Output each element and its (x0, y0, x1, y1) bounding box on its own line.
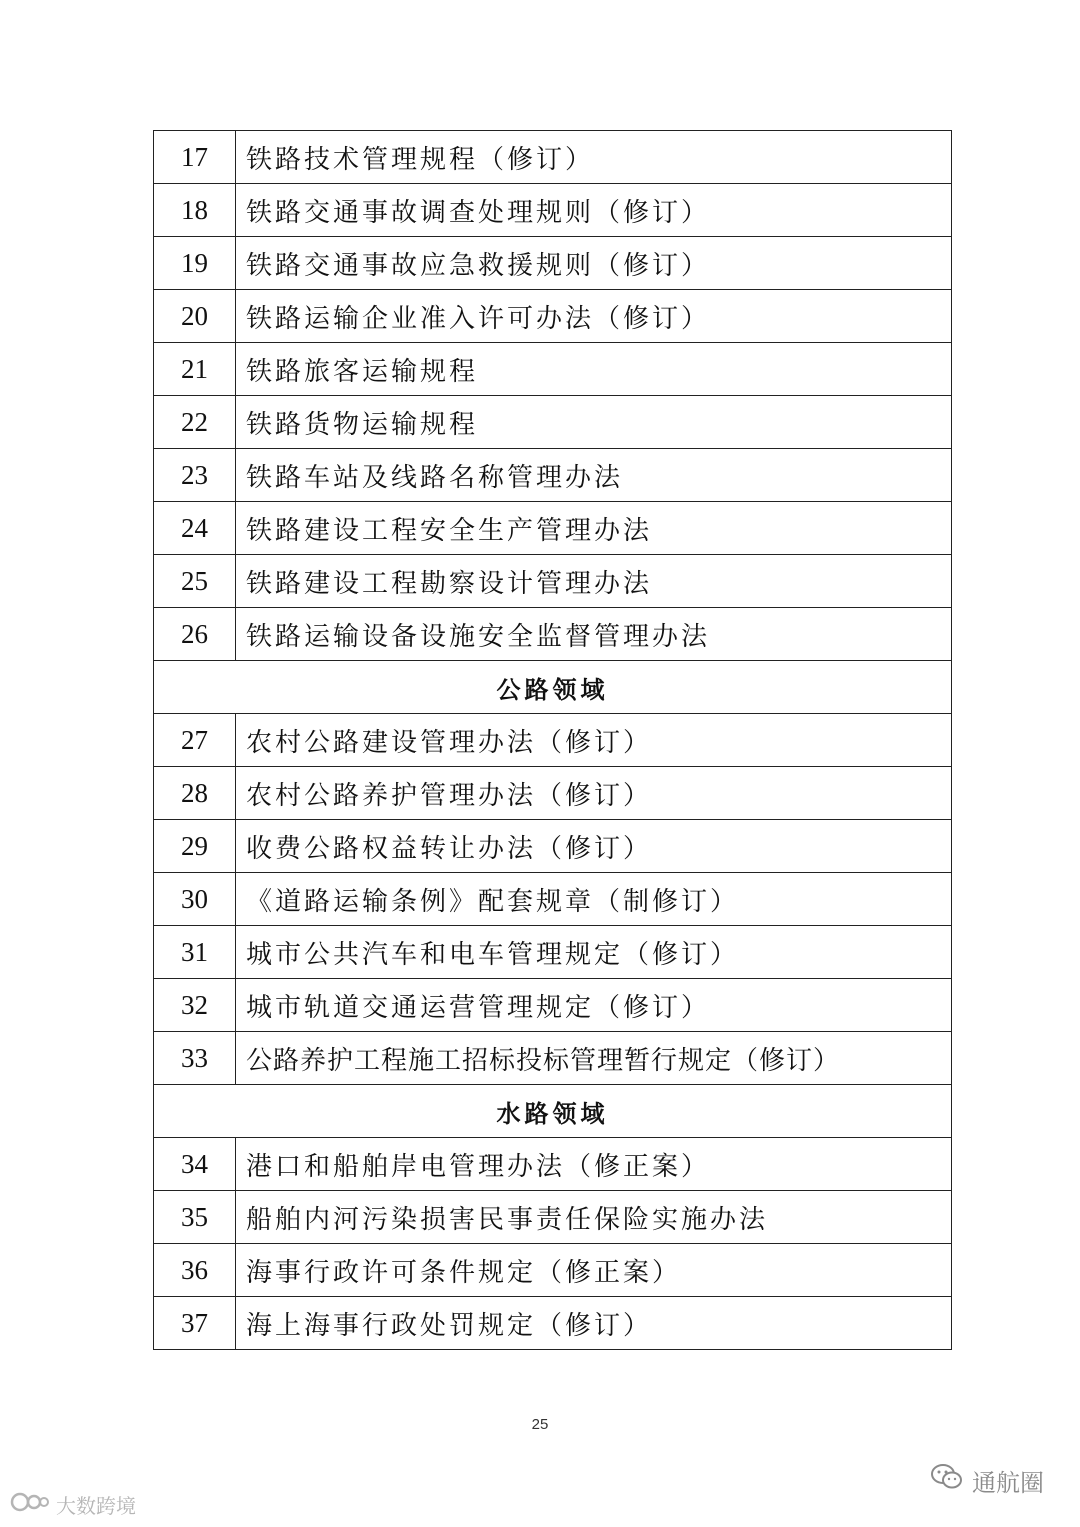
table-row (154, 184, 952, 237)
table-row (154, 608, 952, 661)
row-number: 32 (154, 979, 236, 1032)
regulation-title: 海上海事行政处罚规定（修订） (236, 1297, 952, 1350)
wechat-icon (930, 1462, 964, 1498)
table-row (154, 926, 952, 979)
row-number: 37 (154, 1297, 236, 1350)
regulation-title: 农村公路养护管理办法（修订） (236, 767, 952, 820)
regulation-title: 铁路建设工程安全生产管理办法 (236, 502, 952, 555)
table-row (154, 714, 952, 767)
regulation-title: 港口和船舶岸电管理办法（修正案） (236, 1138, 952, 1191)
table-row (154, 290, 952, 343)
row-number: 19 (154, 237, 236, 290)
regulation-title: 铁路货物运输规程 (236, 396, 952, 449)
watermark-left (10, 1490, 136, 1519)
row-number: 26 (154, 608, 236, 661)
row-number: 20 (154, 290, 236, 343)
table-row (154, 1032, 952, 1085)
row-number: 24 (154, 502, 236, 555)
section-heading-road: 公路领域 (154, 661, 952, 714)
row-number: 18 (154, 184, 236, 237)
table-row (154, 873, 952, 926)
row-number: 35 (154, 1191, 236, 1244)
row-number: 17 (154, 131, 236, 184)
regulation-title: 收费公路权益转让办法（修订） (236, 820, 952, 873)
row-number: 25 (154, 555, 236, 608)
row-number: 30 (154, 873, 236, 926)
section-heading-water: 水路领域 (154, 1085, 952, 1138)
row-number: 36 (154, 1244, 236, 1297)
section-row (154, 1085, 952, 1138)
row-number: 33 (154, 1032, 236, 1085)
page-number: 25 (531, 1416, 549, 1433)
regulation-title: 海事行政许可条件规定（修正案） (236, 1244, 952, 1297)
row-number: 22 (154, 396, 236, 449)
table-row (154, 237, 952, 290)
regulation-title: 铁路运输企业准入许可办法（修订） (236, 290, 952, 343)
regulation-title: 铁路交通事故应急救援规则（修订） (236, 237, 952, 290)
table-row (154, 1191, 952, 1244)
row-number: 34 (154, 1138, 236, 1191)
regulation-title: 铁路旅客运输规程 (236, 343, 952, 396)
row-number: 27 (154, 714, 236, 767)
regulation-title: 铁路技术管理规程（修订） (236, 131, 952, 184)
table-row (154, 449, 952, 502)
regulation-table (153, 130, 952, 1350)
row-number: 21 (154, 343, 236, 396)
row-number: 31 (154, 926, 236, 979)
regulation-title: 农村公路建设管理办法（修订） (236, 714, 952, 767)
section-row (154, 661, 952, 714)
regulation-title: 铁路运输设备设施安全监督管理办法 (236, 608, 952, 661)
watermark-right-text: 通航圈 (972, 1468, 1044, 1497)
table-row (154, 820, 952, 873)
regulation-title: 船舶内河污染损害民事责任保险实施办法 (236, 1191, 952, 1244)
table-row (154, 1297, 952, 1350)
table-row (154, 502, 952, 555)
table-row (154, 1244, 952, 1297)
regulation-title: 城市轨道交通运营管理规定（修订） (236, 979, 952, 1032)
watermark-left-text: 大数跨境 (56, 1494, 136, 1518)
regulation-title: 铁路车站及线路名称管理办法 (236, 449, 952, 502)
regulation-title: 《道路运输条例》配套规章（制修订） (236, 873, 952, 926)
row-number: 28 (154, 767, 236, 820)
table-row (154, 979, 952, 1032)
regulation-title: 公路养护工程施工招标投标管理暂行规定（修订） (236, 1032, 952, 1085)
table-row (154, 343, 952, 396)
logo-icon (10, 1490, 50, 1519)
table-row (154, 1138, 952, 1191)
table-row (154, 396, 952, 449)
table-row (154, 767, 952, 820)
row-number: 29 (154, 820, 236, 873)
watermark-right (930, 1462, 1044, 1498)
regulation-title: 城市公共汽车和电车管理规定（修订） (236, 926, 952, 979)
regulation-title: 铁路建设工程勘察设计管理办法 (236, 555, 952, 608)
table-row (154, 555, 952, 608)
row-number: 23 (154, 449, 236, 502)
table-row (154, 131, 952, 184)
regulation-title: 铁路交通事故调查处理规则（修订） (236, 184, 952, 237)
